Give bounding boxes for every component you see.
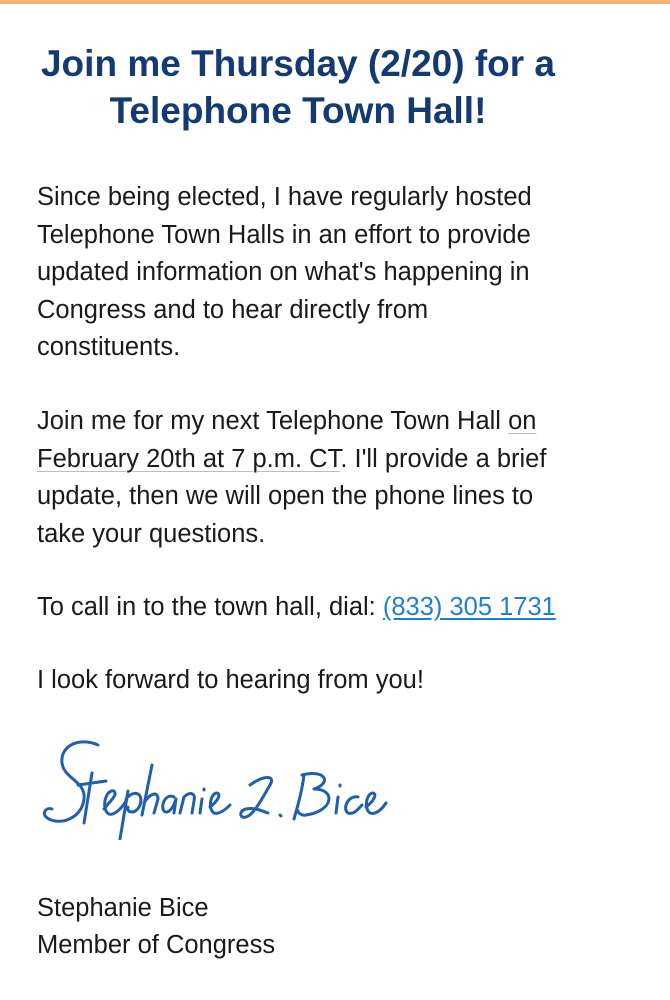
event-line-4: take your questions.	[37, 519, 266, 548]
sender-name: Stephanie Bice	[37, 894, 209, 922]
intro-paragraph	[37, 179, 637, 367]
intro-line-5: constituents.	[37, 333, 181, 361]
headline-line-2: Telephone Town Hall!	[109, 90, 487, 131]
event-line-3: update, then we will open the phone lines to	[37, 482, 534, 510]
intro-line-2: Telephone Town Halls in an effort to provide	[37, 220, 531, 249]
intro-line-3: updated information on what's happening in	[37, 258, 530, 286]
sender-title: Member of Congress	[37, 931, 276, 959]
intro-line-1: Since being elected, I have regularly hosted	[37, 183, 532, 211]
event-date-link-b[interactable]: February 20th at 7 p.m. CT	[37, 444, 341, 473]
signature-image	[40, 735, 390, 840]
event-line-2-rest: . I'll provide a brief	[340, 444, 547, 473]
event-date-link-a[interactable]: on	[508, 407, 537, 435]
closing-paragraph: I look forward to hearing from you!	[37, 666, 424, 694]
event-line-1: Join me for my next Telephone Town Hall	[37, 407, 509, 435]
phone-number-link[interactable]: (833) 305 1731	[382, 593, 556, 621]
headline	[0, 40, 633, 134]
dial-paragraph	[37, 589, 637, 627]
event-paragraph	[37, 403, 637, 553]
sender-block	[37, 890, 275, 964]
top-accent-rule	[0, 0, 670, 4]
headline-line-1: Join me Thursday (2/20) for a	[40, 43, 556, 84]
intro-line-4: Congress and to hear directly from	[37, 295, 429, 324]
dial-text: To call in to the town hall, dial:	[37, 593, 383, 621]
